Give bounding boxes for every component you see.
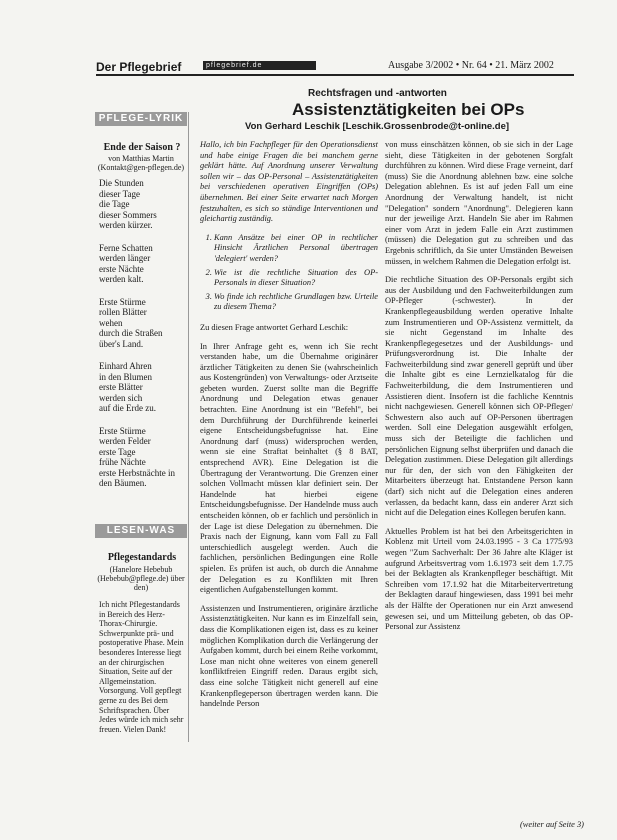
article-column-2 xyxy=(385,140,573,641)
body-paragraph: Aktuelles Problem ist hat bei den Arbeitsgerichten in Koblenz mit Urteil vom 24.03.1995 - 3 Ca 1775/93 wegen "Zum Sachverhalt: Der 36 Jahre alte Kläger ist aufgrund Arbeitsvertrag vom 1.6.1973 seit dem 1.7.75 bei der Beklagten als Krankenpfleger beschäftigt. Mit Schreiben vom 17.1.92 hat die Mitarbeitervertretung der Beklagten darauf hingewiesen, dass 1991 bei mehr als der Hälfte der Operationen nur ein Arzt anwesend gewesen sei, und um Mitteilung gebeten, ob das OP-Personal zur Assistenz xyxy=(385,526,573,632)
publication-title: Der Pflegebrief xyxy=(96,60,182,74)
body-paragraph: Assistenzen und Instrumentieren, originäre ärztliche Assistenztätigkeiten. Nur kann es im Einzelfall sein, dass die Komplikationen eigen ist, dass es zu keiner möglichen Komplikation durch die Verlängerung der Aufgaben kommt, durch bei einem Reihe vorkommt, Lose man nicht ohne weiteres von einem generell konfliktfreien Eingriff reden. Daraus ergibt sich, dass eine solche Tätigkeit nicht generell auf eine Krankenpflegeperson übertragen werden kann. Die handelnde Person xyxy=(200,603,378,709)
header-rule xyxy=(96,74,574,76)
publication-logo: pflegebrief.de xyxy=(203,61,316,70)
question-item: 1. Kann Ansätze bei einer OP in rechtlicher Hinsicht Ärztlichen Personal übertragen 'delegiert' werden? xyxy=(214,233,378,265)
question-item: 3. Wo finde ich rechtliche Grundlagen bzw. Urteile zu diesem Thema? xyxy=(214,292,378,313)
poem-stanza: Einhard Ahren in den Blumen erste Blätter werden sich auf die Erde zu. xyxy=(99,361,156,413)
section-box-pflege-lyrik: PFLEGE-LYRIK xyxy=(95,112,187,126)
article-column-1 xyxy=(200,140,378,718)
issue-info: Ausgabe 3/2002 • Nr. 64 • 21. März 2002 xyxy=(388,60,554,71)
body-paragraph: In Ihrer Anfrage geht es, wenn ich Sie recht verstanden habe, um die Übernahme originärer ärztlicher Tätigkeiten zu denen Sie (wahrscheinlich aus Kostengründen) von Verwaltungs- oder Arztseite gebeten wurden. Zuerst sollte man die Begriffe Anordnung und Delegation etwas genauer betrachten. Eine Anordnung ist ein "Befehl", bei dem Durchführung der Durchführende keinerlei eigene Entscheidungsbefugnisse hat. Eine Anordnung darf (muss) widersprochen werden, wenn sie eine Straftat beinhaltet (§ 8 BAT, entsprechend AVR). Eine Delegation ist die Übertragung der Verantwortung. Die Grenzen einer solchen Vollmacht müssen klar definiert sein. Der Handelnde hat hierbei eigene Entscheidungsbefugnisse. Der Handelnde muss auch entscheiden können, ob er fachlich und persönlich in der Lage ist diese Delegation zu übernehmen. Die Praxis nach der Eignung, kann vom Fall zu Fall unterschiedlich ausgelegt werden. Auch die fachlichen, persönlichen Bedingungen eine Rolle spielen. Es prüfen ist auch, ob durch die Annahme der Delegation es zu Konflikten mit Ihren eigentlichen Aufgabenstellungen kommt. xyxy=(200,341,378,595)
sidebar xyxy=(95,112,189,742)
poem-title: Ende der Saison ? xyxy=(103,142,181,153)
poem-stanza: Ferne Schatten werden länger erste Nächte werden kalt. xyxy=(99,242,153,284)
poem-body xyxy=(99,178,185,501)
section-box-lesen-was: LESEN-WAS xyxy=(95,524,187,538)
reader-question: Hallo, ich bin Fachpfleger für den Operationsdienst und habe einige Fragen die bei manchem gerne geklärt hätte. Auf Anordnung unserer Verwaltung sollen wir – das OP-Personal – Assistenztätigkeiten bei verschiedenen operativen Eingriffen (OPs) übernehmen. Bei einer Seite erwartet nach Morgen festzuhalten, es sich so ständige Interventionen und gleichartig zuständig. xyxy=(200,140,378,224)
article-kicker: Rechtsfragen und -antworten xyxy=(308,88,447,99)
continuation-note: (weiter auf Seite 3) xyxy=(520,820,584,829)
article-byline: Von Gerhard Leschik [Leschik.Grossenbrode@t-online.de] xyxy=(245,121,510,132)
book-author: (Hanelore Hebebub (Hebebub@pflege.de) über den) xyxy=(97,565,185,592)
question-item: 2. Wie ist die rechtliche Situation des OP-Personals in dieser Situation? xyxy=(214,268,378,289)
body-paragraph: von muss einschätzen können, ob sie sich in der Lage sieht, diese Tätigkeiten in der gebotenen Sorgfalt durchführen zu können. Wird diese Frage verneint, darf (muss) Sie die Anordnung ablehnen bzw. eine solche Delegation ablehnen. Es ist auf jeden Fall um eine Anordnung der Verwaltung handelt, ist nicht "Delegation" sondern "Anordnung". Delegieren kann nur der jeweilige Arzt. Handeln Sie aber im Rahmen einer vom Arzt in jedem Falle ein Arzt zustimmen (müssen) die Delegation gut zu schreiben und das Ergebnis schriftlich, da Sie unter Umständen Beweisen müssen, in welchem Rahmen die Delegation erfolgt ist. xyxy=(385,140,573,266)
poem-stanza: Die Stunden dieser Tage die Tage dieser Sommers werden kürzer. xyxy=(99,178,157,230)
poem-stanza: Erste Stürme rollen Blätter wehen durch die Straßen über's Land. xyxy=(99,296,163,349)
book-title: Pflegestandards xyxy=(107,552,177,563)
body-paragraph: Die rechtliche Situation des OP-Personals ergibt sich aus der Ausbildung und den Fachweiterbildungen zum OP-Pfleger (-schwester). In der Krankenpflegeausbildung werden operative Inhalte zum Instrumentieren und OP-Assistenz vermittelt, da sie nicht Gegenstand im Inhalte des Krankenpflegegesetzes und der Ausbildungs- und Prüfungsverordnung ist. Die Inhalte der Fachweiterbildung sind zwar generell geprüft und über die Inhalte gibt es eine Lernzielkatalog für die Fachweiterbildung, die dem Instrumentieren und Assistieren dient. Insofern ist die fachliche Kenntnis nicht nachgewiesen. Generell können sich OP-Pfleger/ Schwestern also auch auf OP-Personen übertragen werden. Soll eine Delegation ausgewählt erfolgen, muss sich der Beteiligte die fachlichen und persönlichen Eignung selbst überprüfen und danach die Delegation zustimmen. Diese Delegation gilt allerdings nur für den, der sich von den Fähigkeiten der Mitarbeiters überzeugt hat. Entstandene Person kann (darf) sich nicht auf die Delegation eines anderen verlassen, da bedacht kann, dass ein anderer Arzt sich nicht auf die Delegation eines Kollegen berufen kann. xyxy=(385,275,573,518)
question-list xyxy=(200,233,378,313)
poem-stanza: Erste Stürme werden Felder erste Tage frühe Nächte erste Herbstnächte in den Bäumen. xyxy=(99,425,175,488)
article-title: Assistenztätigkeiten bei OPs xyxy=(292,100,525,119)
answer-lead: Zu diesen Frage antwortet Gerhard Leschik: xyxy=(200,322,349,332)
book-text: Ich nicht Pflegestandards in Bereich des Herz-Thorax-Chirurgie. Schwerpunkte prä- und postoperative Phase. Mein besonderes Interesse liegt an der chirurgischen Situation, Seite auf der Allgemeinstation. Vorsorgung. Voll gepflegt gerne zu des Bei dem Schriftsprachen. Über Jedes würde ich mich sehr freuen. Vielen Dank! xyxy=(99,600,184,734)
poem-author: von Matthias Martin (Kontakt@gen-pflegen.de) xyxy=(97,154,185,172)
